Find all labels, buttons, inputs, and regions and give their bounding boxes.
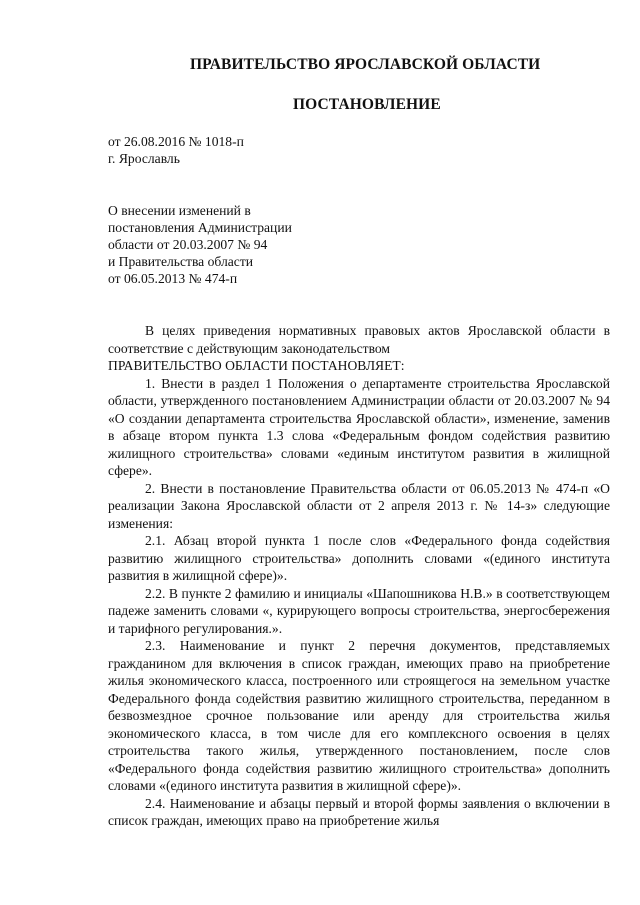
- date-number: от 26.08.2016 № 1018-п: [108, 134, 244, 149]
- document-body: [108, 322, 610, 830]
- paragraph-2-1: 2.1. Абзац второй пункта 1 после слов «Федерального фонда содействия развитию жилищного строительства» дополнить словами «(единого института развития в жилищной сфере)».: [108, 533, 610, 583]
- subject-line: О внесении изменений в: [108, 203, 251, 218]
- intro-paragraph: В целях приведения нормативных правовых актов Ярославской области в соответствие с действующим законодательством: [108, 323, 610, 356]
- city: г. Ярославль: [108, 151, 180, 166]
- paragraph-1: 1. Внести в раздел 1 Положения о департаменте строительства Ярославской области, утвержденного постановлением Администрации области от 20.03.2007 № 94 «О создании департамента строительства Ярославской области», изменение, заменив в абзаце втором пункта 1.3 слова «Федеральным фондом содействия развитию жилищного строительства» словами «единым институтом развития в жилищной сфере».: [108, 375, 610, 478]
- document-type-heading: ПОСТАНОВЛЕНИЕ: [293, 96, 441, 113]
- paragraph-2-2: 2.2. В пункте 2 фамилию и инициалы «Шапошникова Н.В.» в соответствующем падеже заменить словами «, курирующего вопросы строительства, энергосбережения и тарифного регулирования.».: [108, 585, 610, 636]
- paragraph-2-3: 2.3. Наименование и пункт 2 перечня документов, представляемых гражданином для включения в список граждан, имеющих право на приобретение жилья экономического класса, построенного или строящегося на земельном участке Федерального фонда содействия развитию жилищного строительства, переданном в безвозмездное срочное пользование или аренду для строительства жилья экономического класса, в том числе для его комплексного освоения в целях строительства такого жилья, утвержденного постановлением, после слов «Федерального фонда содействия развитию жилищного строительства» дополнить словами «(единого института развития в жилищной сфере)».: [108, 638, 610, 793]
- paragraph-2-4: 2.4. Наименование и абзацы первый и второй формы заявления о включении в список граждан, имеющих право на приобретение жилья: [108, 795, 610, 828]
- subject-line: от 06.05.2013 № 474-п: [108, 271, 238, 286]
- government-heading: ПРАВИТЕЛЬСТВО ЯРОСЛАВСКОЙ ОБЛАСТИ: [190, 56, 541, 73]
- resolves-line: ПРАВИТЕЛЬСТВО ОБЛАСТИ ПОСТАНОВЛЯЕТ:: [108, 358, 405, 373]
- subject-line: постановления Администрации: [108, 220, 292, 235]
- subject-line: и Правительства области: [108, 254, 254, 269]
- paragraph-2: 2. Внести в постановление Правительства области от 06.05.2013 № 474-п «О реализации Закона Ярославской области от 2 апреля 2013 г. № 14-з» следующие изменения:: [108, 480, 610, 531]
- subject-line: области от 20.03.2007 № 94: [108, 237, 268, 252]
